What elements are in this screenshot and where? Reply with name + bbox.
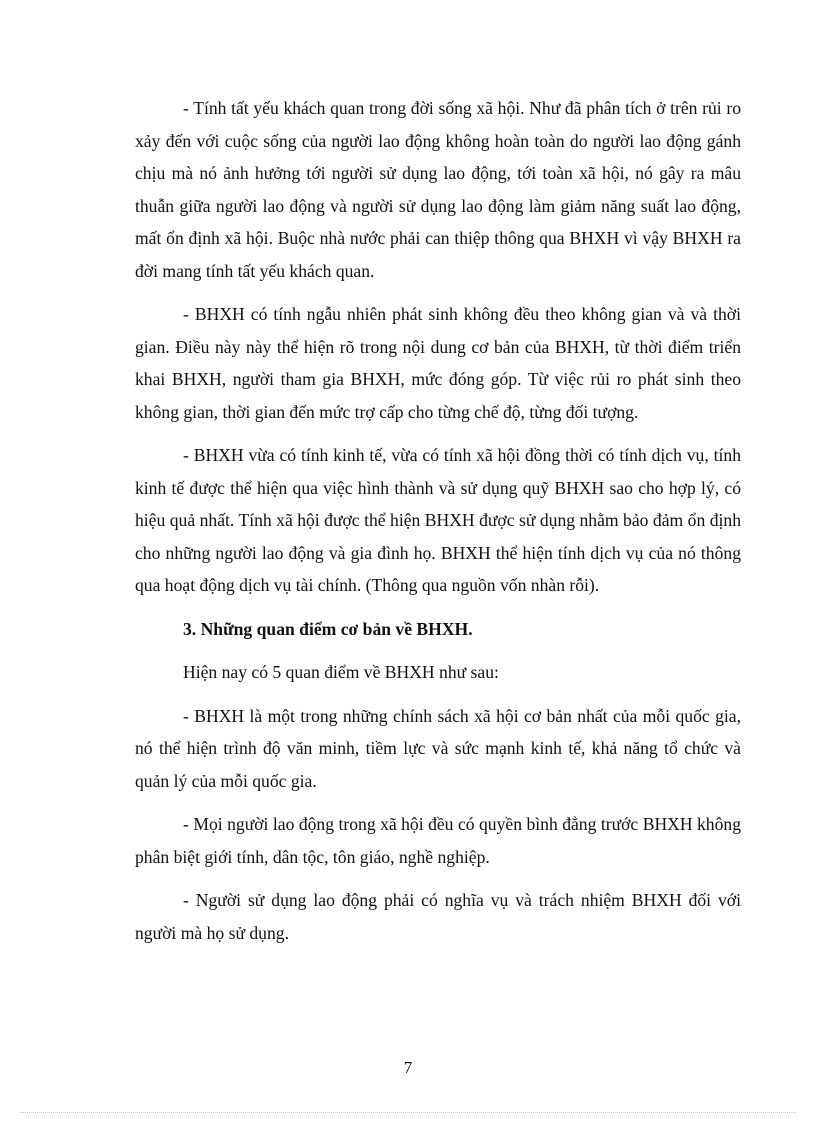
section-heading: 3. Những quan điểm cơ bản về BHXH. bbox=[183, 618, 473, 639]
paragraph-objective-necessity: - Tính tất yếu khách quan trong đời sống xã hội. Như đã phân tích ở trên rủi ro xảy đến với cuộc sống của người lao động không hoàn toàn do người lao động gánh chịu mà nó ảnh hưởng tới người sử dụng lao động, tới toàn xã hội, nó gây ra mâu thuẫn giữa người lao động và người sử dụng lao động làm giảm năng suất lao động, mất ổn định xã hội. Buộc nhà nước phải can thiệp thông qua BHXH vì vậy BHXH ra đời mang tính tất yếu khách quan. bbox=[135, 98, 741, 281]
page-number: 7 bbox=[403, 1058, 413, 1077]
document-body bbox=[135, 92, 741, 960]
paragraph-viewpoint-2: - Mọi người lao động trong xã hội đều có quyền bình đẳng trước BHXH không phân biệt giới tính, dân tộc, tôn giáo, nghề nghiệp. bbox=[135, 814, 741, 867]
paragraph-economic-social-service: - BHXH vừa có tính kinh tế, vừa có tính xã hội đồng thời có tính dịch vụ, tính kinh tế được thể hiện qua việc hình thành và sử dụng quỹ BHXH sao cho hợp lý, có hiệu quả nhất. Tính xã hội được thể hiện BHXH được sử dụng nhằm bảo đảm ổn định cho những người lao động và gia đình họ. BHXH thể hiện tính dịch vụ của nó thông qua hoạt động dịch vụ tài chính. (Thông qua nguồn vốn nhàn rỗi). bbox=[135, 445, 741, 595]
section-intro: Hiện nay có 5 quan điểm về BHXH như sau: bbox=[183, 662, 499, 682]
paragraph-randomness: - BHXH có tính ngẫu nhiên phát sinh không đều theo không gian và và thời gian. Điều này này thể hiện rõ trong nội dung cơ bản của BHXH, từ thời điểm triển khai BHXH, người tham gia BHXH, mức đóng góp. Từ việc rủi ro phát sinh theo không gian, thời gian đến mức trợ cấp cho từng chế độ, từng đối tượng. bbox=[135, 304, 741, 422]
page-bottom-divider bbox=[20, 1112, 796, 1113]
paragraph-viewpoint-1: - BHXH là một trong những chính sách xã hội cơ bản nhất của mỗi quốc gia, nó thể hiện trình độ văn minh, tiềm lực và sức mạnh kinh tế, khả năng tổ chức và quản lý của mỗi quốc gia. bbox=[135, 705, 741, 791]
paragraph-viewpoint-3: - Người sử dụng lao động phải có nghĩa vụ và trách nhiệm BHXH đối với người mà họ sử dụng. bbox=[135, 890, 741, 943]
